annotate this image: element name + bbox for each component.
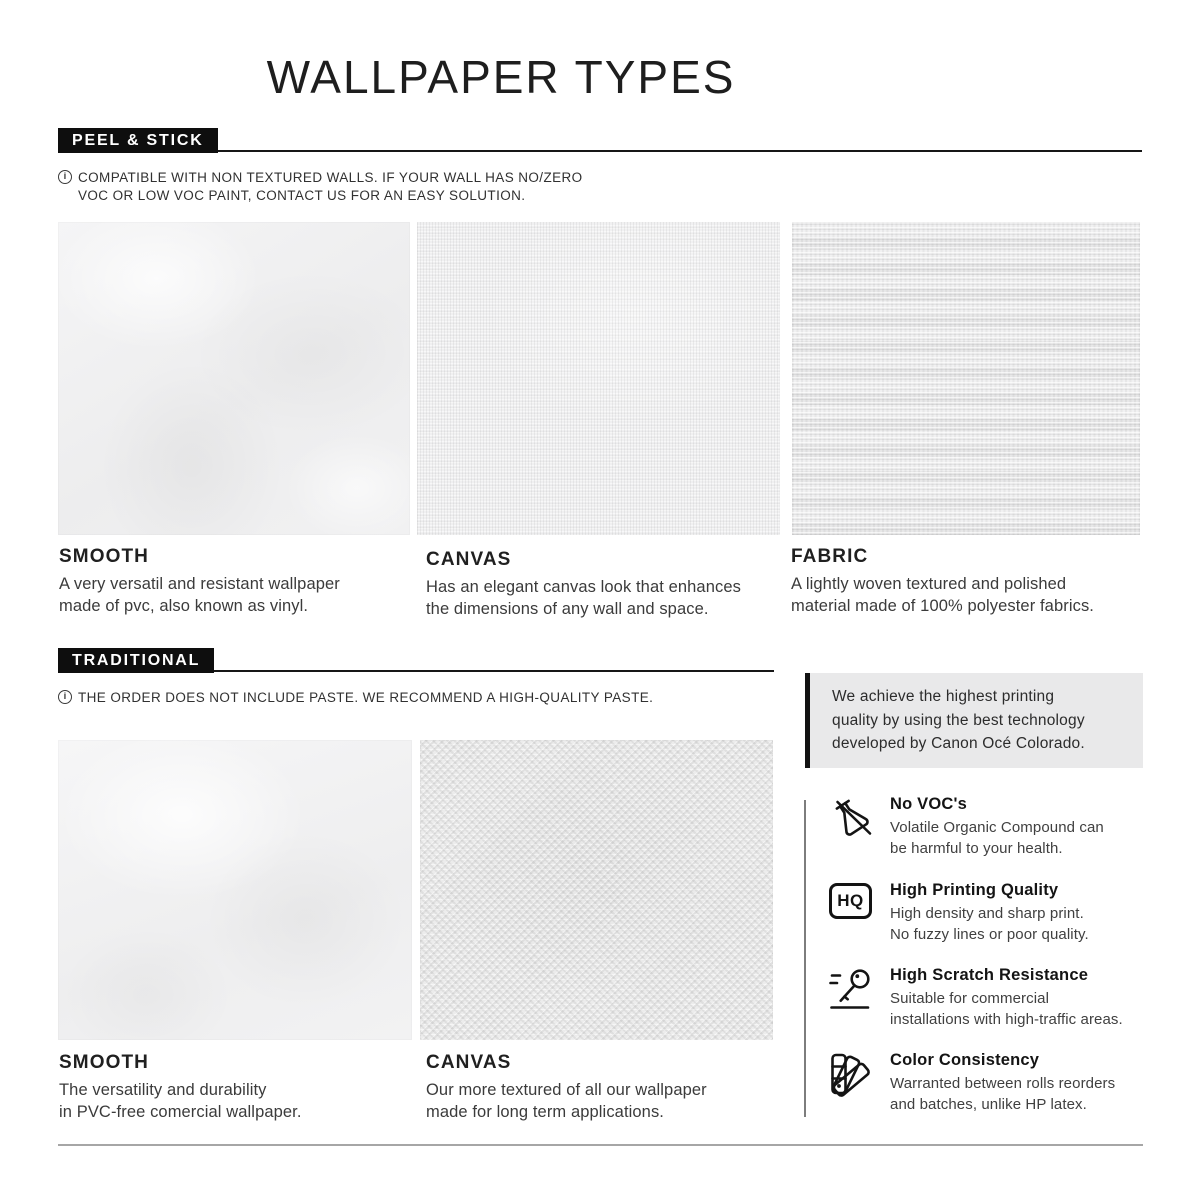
note-peel-stick — [58, 169, 698, 204]
bottom-rule — [58, 1144, 1143, 1146]
color-consistency-icon — [829, 1051, 875, 1115]
feature-title: High Printing Quality — [890, 881, 1059, 899]
printing-quality-quote-box — [805, 673, 1143, 768]
section-label-peel-stick: PEEL & STICK — [58, 128, 218, 153]
swatch-description: A very versatil and resistant wallpaper made of pvc, also known as vinyl. — [59, 575, 340, 615]
feature-description: Warranted between rolls reorders and batches, unlike HP latex. — [890, 1075, 1116, 1113]
feature-scratch-resistance — [829, 966, 1159, 1030]
feature-no-voc — [829, 795, 1159, 859]
info-icon: i — [58, 690, 72, 704]
swatch-image-coarse-canvas — [420, 740, 773, 1040]
feature-description: High density and sharp print. No fuzzy lines or poor quality. — [890, 905, 1089, 943]
swatch-name: SMOOTH — [59, 546, 149, 567]
note-text: THE ORDER DOES NOT INCLUDE PASTE. WE RECOMMEND A HIGH-QUALITY PASTE. — [78, 690, 654, 705]
swatch-description: Has an elegant canvas look that enhances the dimensions of any wall and space. — [426, 578, 741, 618]
no-voc-icon — [829, 795, 875, 859]
high-printing-quality-icon — [829, 881, 875, 945]
section-label-traditional: TRADITIONAL — [58, 648, 214, 673]
feature-description: Volatile Organic Compound can be harmful to your health. — [890, 819, 1104, 857]
note-text: COMPATIBLE WITH NON TEXTURED WALLS. IF YOUR WALL HAS NO/ZERO VOC OR LOW VOC PAINT, CONTACT US FOR AN EASY SOLUTION. — [78, 170, 583, 203]
hq-badge: HQ — [829, 883, 872, 919]
swatch-image-smooth-vinyl — [58, 222, 410, 535]
feature-title: Color Consistency — [890, 1051, 1040, 1069]
quote-text: We achieve the highest printing quality by using the best technology developed by Canon Océ Colorado. — [832, 688, 1085, 752]
swatch-image-smooth-paper — [58, 740, 412, 1040]
note-traditional — [58, 689, 758, 707]
info-icon: i — [58, 170, 72, 184]
swatch-name: FABRIC — [791, 546, 869, 567]
sidebar-vertical-rule — [804, 800, 806, 1117]
swatch-name: CANVAS — [426, 1052, 512, 1073]
page-title: WALLPAPER TYPES — [266, 51, 736, 103]
swatch-description: The versatility and durability in PVC-free comercial wallpaper. — [59, 1081, 302, 1121]
swatch-name: CANVAS — [426, 549, 512, 570]
feature-title: High Scratch Resistance — [890, 966, 1089, 984]
swatch-description: A lightly woven textured and polished material made of 100% polyester fabrics. — [791, 575, 1094, 615]
feature-description: Suitable for commercial installations with high-traffic areas. — [890, 990, 1123, 1028]
feature-title: No VOC's — [890, 795, 968, 813]
feature-color-consistency — [829, 1051, 1159, 1115]
swatch-description: Our more textured of all our wallpaper made for long term applications. — [426, 1081, 707, 1121]
swatch-image-woven-fabric — [792, 222, 1140, 535]
swatch-name: SMOOTH — [59, 1052, 149, 1073]
swatch-image-fine-canvas — [417, 222, 780, 535]
feature-high-printing-quality — [829, 881, 1159, 945]
section-rule-peel-stick — [58, 150, 1142, 152]
scratch-resistance-icon — [829, 966, 875, 1030]
